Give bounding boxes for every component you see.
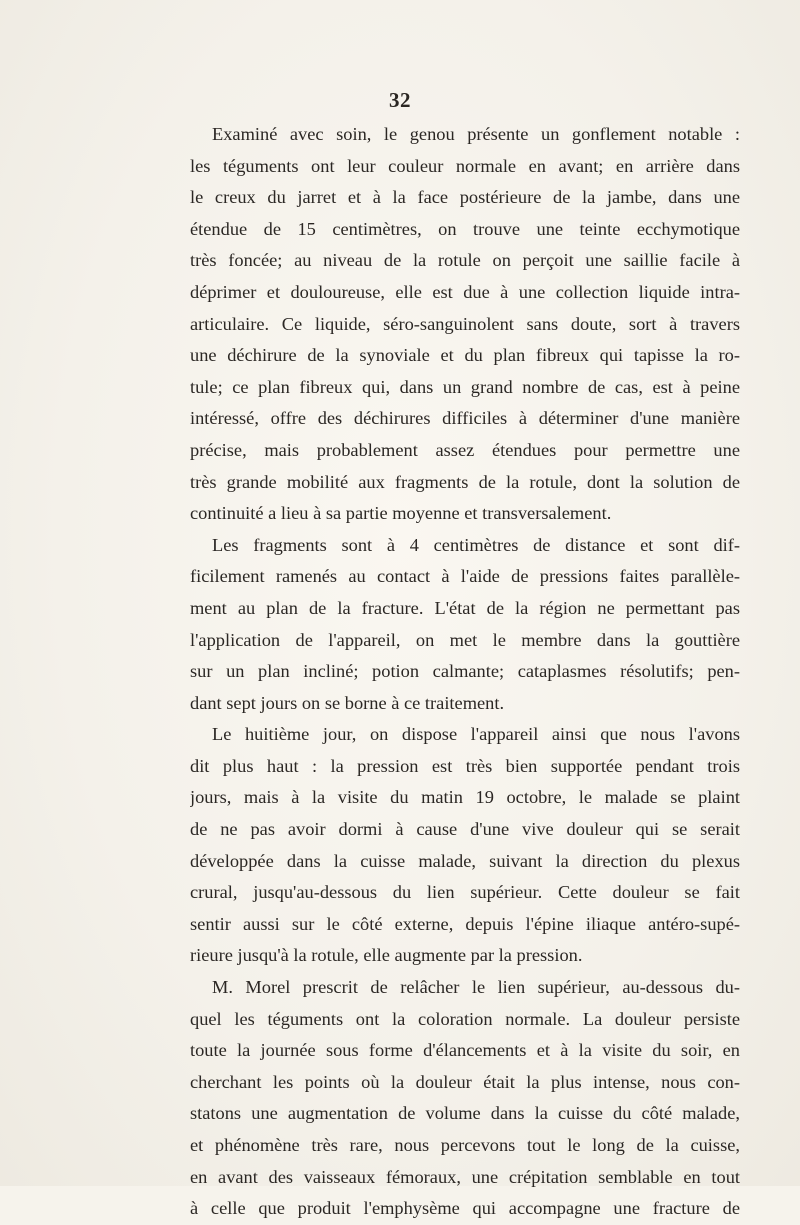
text-line: continuité a lieu à sa partie moyenne et transversalement. <box>190 503 612 524</box>
text-line: une déchirure de la synoviale et du plan fibreux qui tapisse la ro- <box>190 345 740 366</box>
text-line: cherchant les points où la douleur était la plus intense, nous con- <box>190 1071 740 1092</box>
text-line: développée dans la cuisse malade, suivant la direction du plexus <box>190 850 740 871</box>
text-line: sentir aussi sur le côté externe, depuis l'épine iliaque antéro-supé- <box>190 913 740 934</box>
text-line: Les fragments sont à 4 centimètres de distance et sont dif- <box>212 534 740 555</box>
text-line: statons une augmentation de volume dans la cuisse du côté malade, <box>190 1103 740 1124</box>
text-line: à celle que produit l'emphysème qui accompagne une fracture de <box>190 1198 740 1219</box>
text-line: précise, mais probablement assez étendues pour permettre une <box>190 439 740 460</box>
page-number: 32 <box>389 88 411 112</box>
text-line: M. Morel prescrit de relâcher le lien supérieur, au-dessous du- <box>212 977 740 998</box>
text-line: de ne pas avoir dormi à cause d'une vive douleur qui se serait <box>190 819 740 840</box>
text-line: déprimer et douloureuse, elle est due à une collection liquide intra- <box>190 281 740 302</box>
text-line: ment au plan de la fracture. L'état de la région ne permettant pas <box>190 597 740 618</box>
text-line: toute la journée sous forme d'élancements et à la visite du soir, en <box>190 1040 740 1061</box>
text-line: Examiné avec soin, le genou présente un gonflement notable : <box>212 124 740 144</box>
text-line: très foncée; au niveau de la rotule on perçoit une saillie facile à <box>190 250 740 271</box>
text-line: ficilement ramenés au contact à l'aide de pressions faites parallèle- <box>190 566 740 587</box>
text-line: tule; ce plan fibreux qui, dans un grand nombre de cas, est à peine <box>190 376 740 397</box>
text-line: en avant des vaisseaux fémoraux, une crépitation semblable en tout <box>190 1166 740 1187</box>
text-line: dit plus haut : la pression est très bien supportée pendant trois <box>190 755 740 776</box>
text-line: quel les téguments ont la coloration normale. La douleur persiste <box>190 1008 740 1029</box>
text-line: sur un plan incliné; potion calmante; cataplasmes résolutifs; pen- <box>190 661 740 682</box>
text-line: articulaire. Ce liquide, séro-sanguinolent sans doute, sort à travers <box>190 313 740 334</box>
text-line: le creux du jarret et à la face postérieure de la jambe, dans une <box>190 187 740 208</box>
text-line: étendue de 15 centimètres, on trouve une teinte ecchymotique <box>190 218 740 239</box>
text-line: très grande mobilité aux fragments de la rotule, dont la solution de <box>190 471 740 492</box>
text-line: crural, jusqu'au-dessous du lien supérieur. Cette douleur se fait <box>190 882 740 903</box>
text-line: rieure jusqu'à la rotule, elle augmente par la pression. <box>190 945 583 966</box>
text-line: Le huitième jour, on dispose l'appareil ainsi que nous l'avons <box>212 724 740 745</box>
text-line: dant sept jours on se borne à ce traitement. <box>190 692 505 713</box>
body-text <box>190 119 740 1225</box>
text-line: l'application de l'appareil, on met le membre dans la gouttière <box>190 629 740 650</box>
text-line: et phénomène très rare, nous percevons tout le long de la cuisse, <box>190 1135 740 1155</box>
text-line: les téguments ont leur couleur normale en avant; en arrière dans <box>190 155 740 176</box>
text-line: intéressé, offre des déchirures difficiles à déterminer d'une manière <box>190 408 740 429</box>
text-line: jours, mais à la visite du matin 19 octobre, le malade se plaint <box>190 787 740 808</box>
